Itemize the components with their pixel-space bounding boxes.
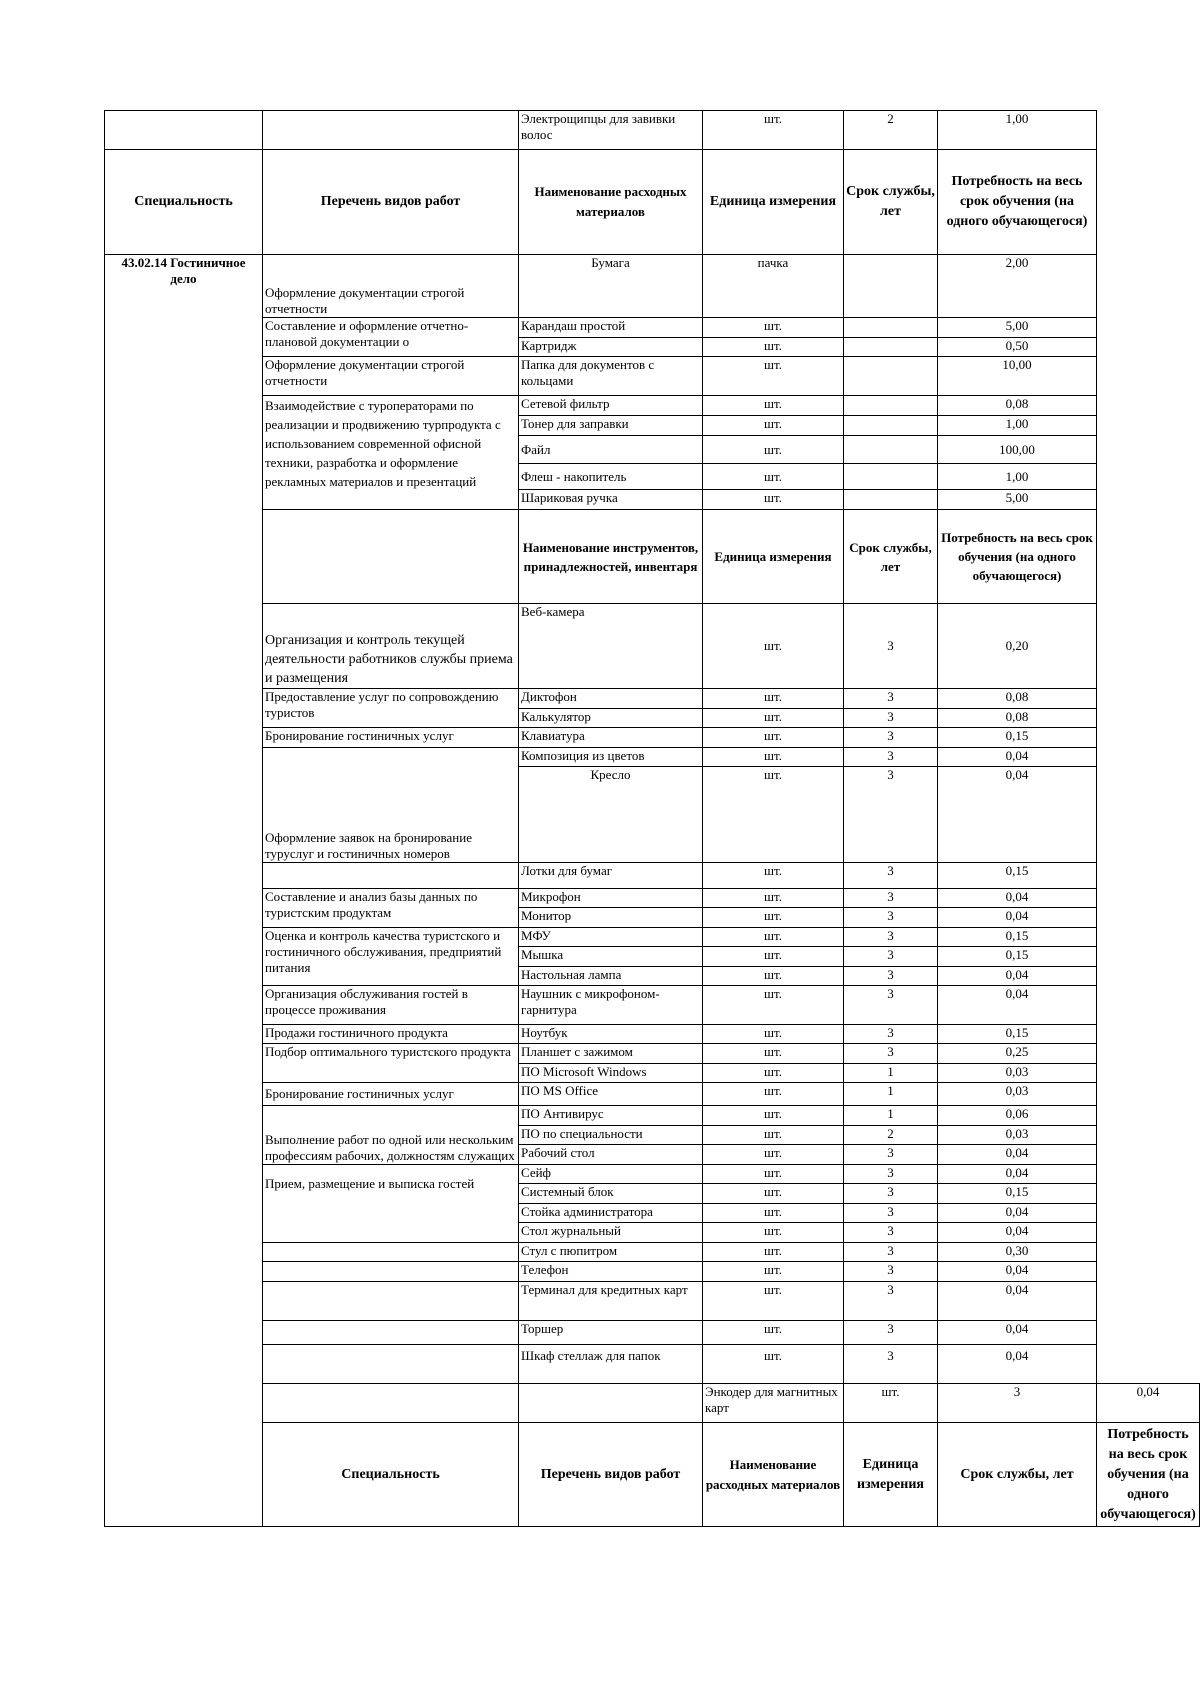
item-need: 0,04 <box>938 967 1097 986</box>
table-row <box>105 396 1200 416</box>
table-row <box>105 1345 1200 1384</box>
item-unit: шт. <box>703 1223 844 1243</box>
work-item: Оформление заявок на бронирование туруслуг и гостиничных номеров <box>263 748 519 863</box>
specialty-cell <box>263 1384 519 1423</box>
header-need: Потребность на весь срок обучения (на одного обучающегося) <box>1097 1423 1200 1527</box>
item-name: ПО MS Office <box>519 1083 703 1106</box>
item-term: 1 <box>844 1064 938 1083</box>
item-term: 3 <box>938 1384 1097 1423</box>
item-unit: шт. <box>703 318 844 338</box>
header-tool-need: Потребность на весь срок обучения (на одного обучающегося) <box>938 510 1097 604</box>
item-term: 3 <box>844 1145 938 1165</box>
works-cell <box>263 1345 519 1384</box>
item-term: 3 <box>844 709 938 728</box>
item-unit: шт. <box>703 1106 844 1126</box>
item-term: 3 <box>844 1262 938 1282</box>
item-unit: шт. <box>703 490 844 510</box>
table-row <box>105 1044 1200 1064</box>
item-need: 0,04 <box>938 1321 1097 1345</box>
item-unit: шт. <box>703 863 844 889</box>
item-need: 0,30 <box>938 1243 1097 1262</box>
item-unit: шт. <box>703 709 844 728</box>
item-need: 0,04 <box>1097 1384 1200 1423</box>
table-row <box>105 928 1200 947</box>
item-unit: шт. <box>703 111 844 150</box>
header-specialty: Специальность <box>105 150 263 255</box>
item-unit: пачка <box>703 255 844 318</box>
item-need: 0,15 <box>938 728 1097 748</box>
works-cell <box>263 111 519 150</box>
item-unit: шт. <box>703 396 844 416</box>
item-term <box>844 338 938 357</box>
item-name: Бумага <box>519 255 703 318</box>
item-unit: шт. <box>703 1262 844 1282</box>
item-name: Мышка <box>519 947 703 967</box>
item-unit: шт. <box>703 1321 844 1345</box>
item-name: Энкодер для магнитных карт <box>703 1384 844 1423</box>
table-row <box>105 357 1200 396</box>
item-need: 0,04 <box>938 1282 1097 1321</box>
work-item: Бронирование гостиничных услуг <box>263 728 519 748</box>
item-name: Микрофон <box>519 889 703 908</box>
item-term <box>844 490 938 510</box>
item-need: 0,15 <box>938 1184 1097 1204</box>
item-term: 2 <box>844 111 938 150</box>
item-name: Планшет с зажимом <box>519 1044 703 1064</box>
item-need: 0,03 <box>938 1064 1097 1083</box>
item-term <box>844 357 938 396</box>
item-unit: шт. <box>703 1204 844 1223</box>
item-need: 0,04 <box>938 908 1097 928</box>
header-works-empty <box>263 510 519 604</box>
table-row <box>105 255 1200 318</box>
item-name: Стол журнальный <box>519 1223 703 1243</box>
item-need: 0,04 <box>938 767 1097 863</box>
item-name: Сетевой фильтр <box>519 396 703 416</box>
item-name: Композиция из цветов <box>519 748 703 767</box>
item-unit: шт. <box>703 1282 844 1321</box>
table-row <box>105 1321 1200 1345</box>
table-row <box>105 1165 1200 1184</box>
item-unit: шт. <box>703 1184 844 1204</box>
header-tool-unit: Единица измерения <box>703 510 844 604</box>
item-term: 3 <box>844 689 938 709</box>
item-name: Папка для документов с кольцами <box>519 357 703 396</box>
item-term: 3 <box>844 1282 938 1321</box>
item-need: 1,00 <box>938 111 1097 150</box>
table-row <box>105 1083 1200 1106</box>
item-unit: шт. <box>703 967 844 986</box>
work-item: Прием, размещение и выписка гостей <box>263 1165 519 1243</box>
item-need: 0,04 <box>938 748 1097 767</box>
item-term: 3 <box>844 947 938 967</box>
item-need: 0,04 <box>938 1145 1097 1165</box>
item-term: 3 <box>844 1321 938 1345</box>
item-name: Сейф <box>519 1165 703 1184</box>
table-row <box>105 1384 1200 1423</box>
item-need: 0,08 <box>938 396 1097 416</box>
item-unit: шт. <box>703 767 844 863</box>
item-unit: шт. <box>703 357 844 396</box>
item-name: Шкаф стеллаж для папок <box>519 1345 703 1384</box>
table-row <box>105 1025 1200 1044</box>
item-name: ПО Антивирус <box>519 1106 703 1126</box>
item-term <box>844 416 938 436</box>
table-row <box>105 1282 1200 1321</box>
item-name: Настольная лампа <box>519 967 703 986</box>
table-row <box>105 1262 1200 1282</box>
works-cell <box>519 1384 703 1423</box>
item-term: 3 <box>844 1223 938 1243</box>
item-term: 2 <box>844 1126 938 1145</box>
item-term: 3 <box>844 986 938 1025</box>
item-name: Торшер <box>519 1321 703 1345</box>
work-item: Составление и анализ базы данных по туристским продуктам <box>263 889 519 928</box>
works-cell <box>263 1321 519 1345</box>
item-term: 3 <box>844 767 938 863</box>
item-name: Ноутбук <box>519 1025 703 1044</box>
item-term: 1 <box>844 1106 938 1126</box>
item-name: Стул с пюпитром <box>519 1243 703 1262</box>
item-unit: шт. <box>703 1083 844 1106</box>
item-name: Карандаш простой <box>519 318 703 338</box>
item-term: 3 <box>844 967 938 986</box>
table-row <box>105 863 1200 889</box>
item-need: 0,15 <box>938 863 1097 889</box>
item-term: 3 <box>844 928 938 947</box>
header-row-tools <box>105 510 1200 604</box>
header-need: Потребность на весь срок обучения (на одного обучающегося) <box>938 150 1097 255</box>
item-need: 0,15 <box>938 928 1097 947</box>
table-row <box>105 986 1200 1025</box>
item-term: 3 <box>844 863 938 889</box>
item-name: Кресло <box>519 767 703 863</box>
header-works: Перечень видов работ <box>263 150 519 255</box>
item-term: 3 <box>844 889 938 908</box>
work-item: Взаимодействие с туроператорами по реализации и продвижению турпродукта с использованием современной офисной техники, разработка и оформление рекламных материалов и презентаций <box>263 396 519 510</box>
item-term: 3 <box>844 1243 938 1262</box>
item-need: 0,04 <box>938 1223 1097 1243</box>
item-term: 3 <box>844 908 938 928</box>
work-item: Составление и оформление отчетно-плановой документации о <box>263 318 519 357</box>
item-unit: шт. <box>703 1064 844 1083</box>
item-need: 100,00 <box>938 436 1097 464</box>
item-unit: шт. <box>703 1145 844 1165</box>
item-unit: шт. <box>703 986 844 1025</box>
works-cell <box>263 1282 519 1321</box>
item-unit: шт. <box>703 464 844 490</box>
specialty-cell <box>105 111 263 150</box>
item-name: Терминал для кредитных карт <box>519 1282 703 1321</box>
work-item: Предоставление услуг по сопровождению туристов <box>263 689 519 728</box>
table-row <box>105 1243 1200 1262</box>
specialty-code: 43.02.14 Гостиничное дело <box>105 255 263 1527</box>
header-works: Перечень видов работ <box>519 1423 703 1527</box>
item-unit: шт. <box>703 416 844 436</box>
header-unit: Единица измерения <box>844 1423 938 1527</box>
item-name: Клавиатура <box>519 728 703 748</box>
work-item: Выполнение работ по одной или нескольким профессиям рабочих, должностям служащих <box>263 1106 519 1165</box>
item-unit: шт. <box>703 689 844 709</box>
item-unit: шт. <box>703 728 844 748</box>
header-term: Срок службы, лет <box>938 1423 1097 1527</box>
item-need: 0,04 <box>938 889 1097 908</box>
table-row <box>105 728 1200 748</box>
item-name: Стойка администратора <box>519 1204 703 1223</box>
header-specialty: Специальность <box>263 1423 519 1527</box>
work-item: Подбор оптимального туристского продукта <box>263 1044 519 1083</box>
item-need: 5,00 <box>938 490 1097 510</box>
work-item: Бронирование гостиничных услуг <box>263 1083 519 1106</box>
item-term: 3 <box>844 1345 938 1384</box>
item-name: Системный блок <box>519 1184 703 1204</box>
table-row <box>105 889 1200 908</box>
item-term <box>844 255 938 318</box>
header-unit: Единица измерения <box>703 150 844 255</box>
item-unit: шт. <box>703 947 844 967</box>
item-term <box>844 318 938 338</box>
header-row-materials <box>105 150 1200 255</box>
item-unit: шт. <box>703 1044 844 1064</box>
item-need: 0,25 <box>938 1044 1097 1064</box>
item-need: 5,00 <box>938 318 1097 338</box>
item-need: 0,04 <box>938 1165 1097 1184</box>
item-term <box>844 464 938 490</box>
table-row <box>105 604 1200 689</box>
item-unit: шт. <box>703 338 844 357</box>
item-unit: шт. <box>703 604 844 689</box>
item-term <box>844 396 938 416</box>
item-need: 0,04 <box>938 1204 1097 1223</box>
work-item: Оценка и контроль качества туристского и гостиничного обслуживания, предприятий питания <box>263 928 519 986</box>
item-term: 3 <box>844 1184 938 1204</box>
item-unit: шт. <box>703 1025 844 1044</box>
works-cell <box>263 1243 519 1262</box>
item-need: 0,04 <box>938 1262 1097 1282</box>
item-need: 2,00 <box>938 255 1097 318</box>
item-name: Калькулятор <box>519 709 703 728</box>
item-need: 10,00 <box>938 357 1097 396</box>
item-term: 3 <box>844 1044 938 1064</box>
item-name: Телефон <box>519 1262 703 1282</box>
item-term: 1 <box>844 1083 938 1106</box>
item-need: 0,03 <box>938 1083 1097 1106</box>
item-name: Электрощипцы для завивки волос <box>519 111 703 150</box>
item-term: 3 <box>844 604 938 689</box>
item-unit: шт. <box>844 1384 938 1423</box>
table-row <box>105 318 1200 338</box>
header-term: Срок службы, лет <box>844 150 938 255</box>
item-name: МФУ <box>519 928 703 947</box>
item-need: 0,08 <box>938 689 1097 709</box>
table-row <box>105 1106 1200 1126</box>
item-unit: шт. <box>703 928 844 947</box>
item-need: 1,00 <box>938 416 1097 436</box>
item-need: 0,06 <box>938 1106 1097 1126</box>
item-name: ПО по специальности <box>519 1126 703 1145</box>
item-unit: шт. <box>703 436 844 464</box>
item-term: 3 <box>844 1204 938 1223</box>
item-need: 0,03 <box>938 1126 1097 1145</box>
item-name: Тонер для заправки <box>519 416 703 436</box>
item-name: Веб-камера <box>519 604 703 689</box>
work-item: Организация обслуживания гостей в процессе проживания <box>263 986 519 1025</box>
item-name: Лотки для бумаг <box>519 863 703 889</box>
works-cell <box>263 863 519 889</box>
item-need: 0,20 <box>938 604 1097 689</box>
item-name: ПО Microsoft Windows <box>519 1064 703 1083</box>
item-unit: шт. <box>703 889 844 908</box>
header-row-materials-repeat <box>105 1423 1200 1527</box>
header-tool-name: Наименование инструментов, принадлежностей, инвентаря <box>519 510 703 604</box>
work-item: Оформление документации строгой отчетности <box>263 357 519 396</box>
item-need: 0,15 <box>938 1025 1097 1044</box>
equipment-table <box>104 110 1200 1527</box>
item-name: Файл <box>519 436 703 464</box>
item-name: Диктофон <box>519 689 703 709</box>
table-row <box>105 689 1200 709</box>
item-term: 3 <box>844 1025 938 1044</box>
item-unit: шт. <box>703 1165 844 1184</box>
item-term: 3 <box>844 1165 938 1184</box>
item-term: 3 <box>844 748 938 767</box>
item-unit: шт. <box>703 1243 844 1262</box>
item-need: 0,15 <box>938 947 1097 967</box>
header-tool-term: Срок службы, лет <box>844 510 938 604</box>
works-cell <box>263 1262 519 1282</box>
item-need: 0,08 <box>938 709 1097 728</box>
item-need: 0,04 <box>938 1345 1097 1384</box>
item-need: 0,50 <box>938 338 1097 357</box>
table-row <box>105 111 1200 150</box>
item-name: Картридж <box>519 338 703 357</box>
item-unit: шт. <box>703 1126 844 1145</box>
item-name: Рабочий стол <box>519 1145 703 1165</box>
item-name: Флеш - накопитель <box>519 464 703 490</box>
header-material-name: Наименование расходных материалов <box>703 1423 844 1527</box>
item-unit: шт. <box>703 748 844 767</box>
item-term: 3 <box>844 728 938 748</box>
item-unit: шт. <box>703 908 844 928</box>
work-item: Оформление документации строгой отчетности <box>263 255 519 318</box>
header-material-name: Наименование расходных материалов <box>519 150 703 255</box>
table-row <box>105 748 1200 767</box>
item-need: 0,04 <box>938 986 1097 1025</box>
item-term <box>844 436 938 464</box>
item-name: Наушник с микрофоном-гарнитура <box>519 986 703 1025</box>
item-need: 1,00 <box>938 464 1097 490</box>
work-item: Организация и контроль текущей деятельности работников службы приема и размещения <box>263 604 519 689</box>
item-name: Монитор <box>519 908 703 928</box>
work-item: Продажи гостиничного продукта <box>263 1025 519 1044</box>
item-name: Шариковая ручка <box>519 490 703 510</box>
item-unit: шт. <box>703 1345 844 1384</box>
